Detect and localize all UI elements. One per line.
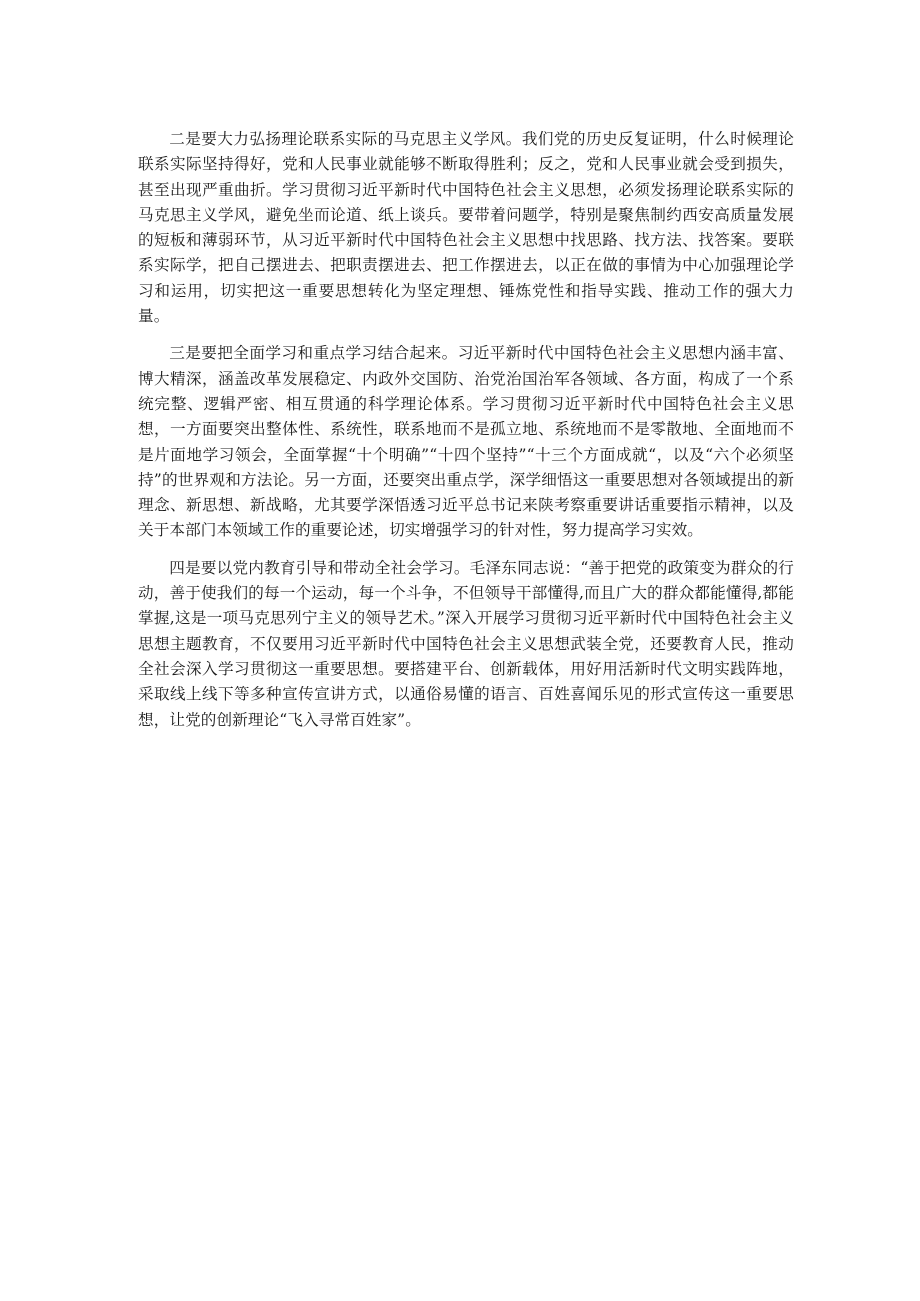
paragraph-3: 三是要把全面学习和重点学习结合起来。习近平新时代中国特色社会主义思想内涵丰富、博大精深，涵盖改革发展稳定、内政外交国防、治党治国治军各领域、各方面，构成了一个系统完整、逻辑严密、相互贯通的科学理论体系。学习贯彻习近平新时代中国特色社会主义思想，一方面要突出整体性、系统性，联系地而不是孤立地、系统地而不是零散地、全面地而不是片面地学习领会，全面掌握“十个明确”“十四个坚持”“十三个方面成就“，以及“六个必须坚持”的世界观和方法论。另一方面，还要突出重点学，深学细悟这一重要思想对各领域提出的新理念、新思想、新战略，尤其要学深悟透习近平总书记来陕考察重要讲话重要指示精神，以及关于本部门本领域工作的重要论述，切实增强学习的针对性，努力提高学习实效。 [138, 344, 794, 540]
paragraph-4: 四是要以党内教育引导和带动全社会学习。毛泽东同志说：“善于把党的政策变为群众的行动，善于使我们的每一个运动，每一个斗争，不但领导干部懂得,而且广大的群众都能懂得,都能掌握,这是一项马克思列宁主义的领导艺术。”深入开展学习贯彻习近平新时代中国特色社会主义思想主题教育，不仅要用习近平新时代中国特色社会主义思想武装全党，还要教育人民，推动全社会深入学习贯彻这一重要思想。要搭建平台、创新载体，用好用活新时代文明实践阵地，采取线上线下等多种宣传宣讲方式，以通俗易懂的语言、百姓喜闻乐见的形式宣传这一重要思想，让党的创新理论“飞入寻常百姓家”。 [138, 558, 794, 729]
paragraph-2: 二是要大力弘扬理论联系实际的马克思主义学风。我们党的历史反复证明，什么时候理论联系实际坚持得好，党和人民事业就能够不断取得胜利；反之，党和人民事业就会受到损失，甚至出现严重曲折。学习贯彻习近平新时代中国特色社会主义思想，必须发扬理论联系实际的马克思主义学风，避免坐而论道、纸上谈兵。要带着问题学，特别是聚焦制约西安高质量发展的短板和薄弱环节，从习近平新时代中国特色社会主义思想中找思路、找方法、找答案。要联系实际学，把自己摆进去、把职责摆进去、把工作摆进去，以正在做的事情为中心加强理论学习和运用，切实把这一重要思想转化为坚定理想、锤炼党性和指导实践、推动工作的强大力量。 [138, 130, 794, 326]
document-body [138, 127, 794, 745]
